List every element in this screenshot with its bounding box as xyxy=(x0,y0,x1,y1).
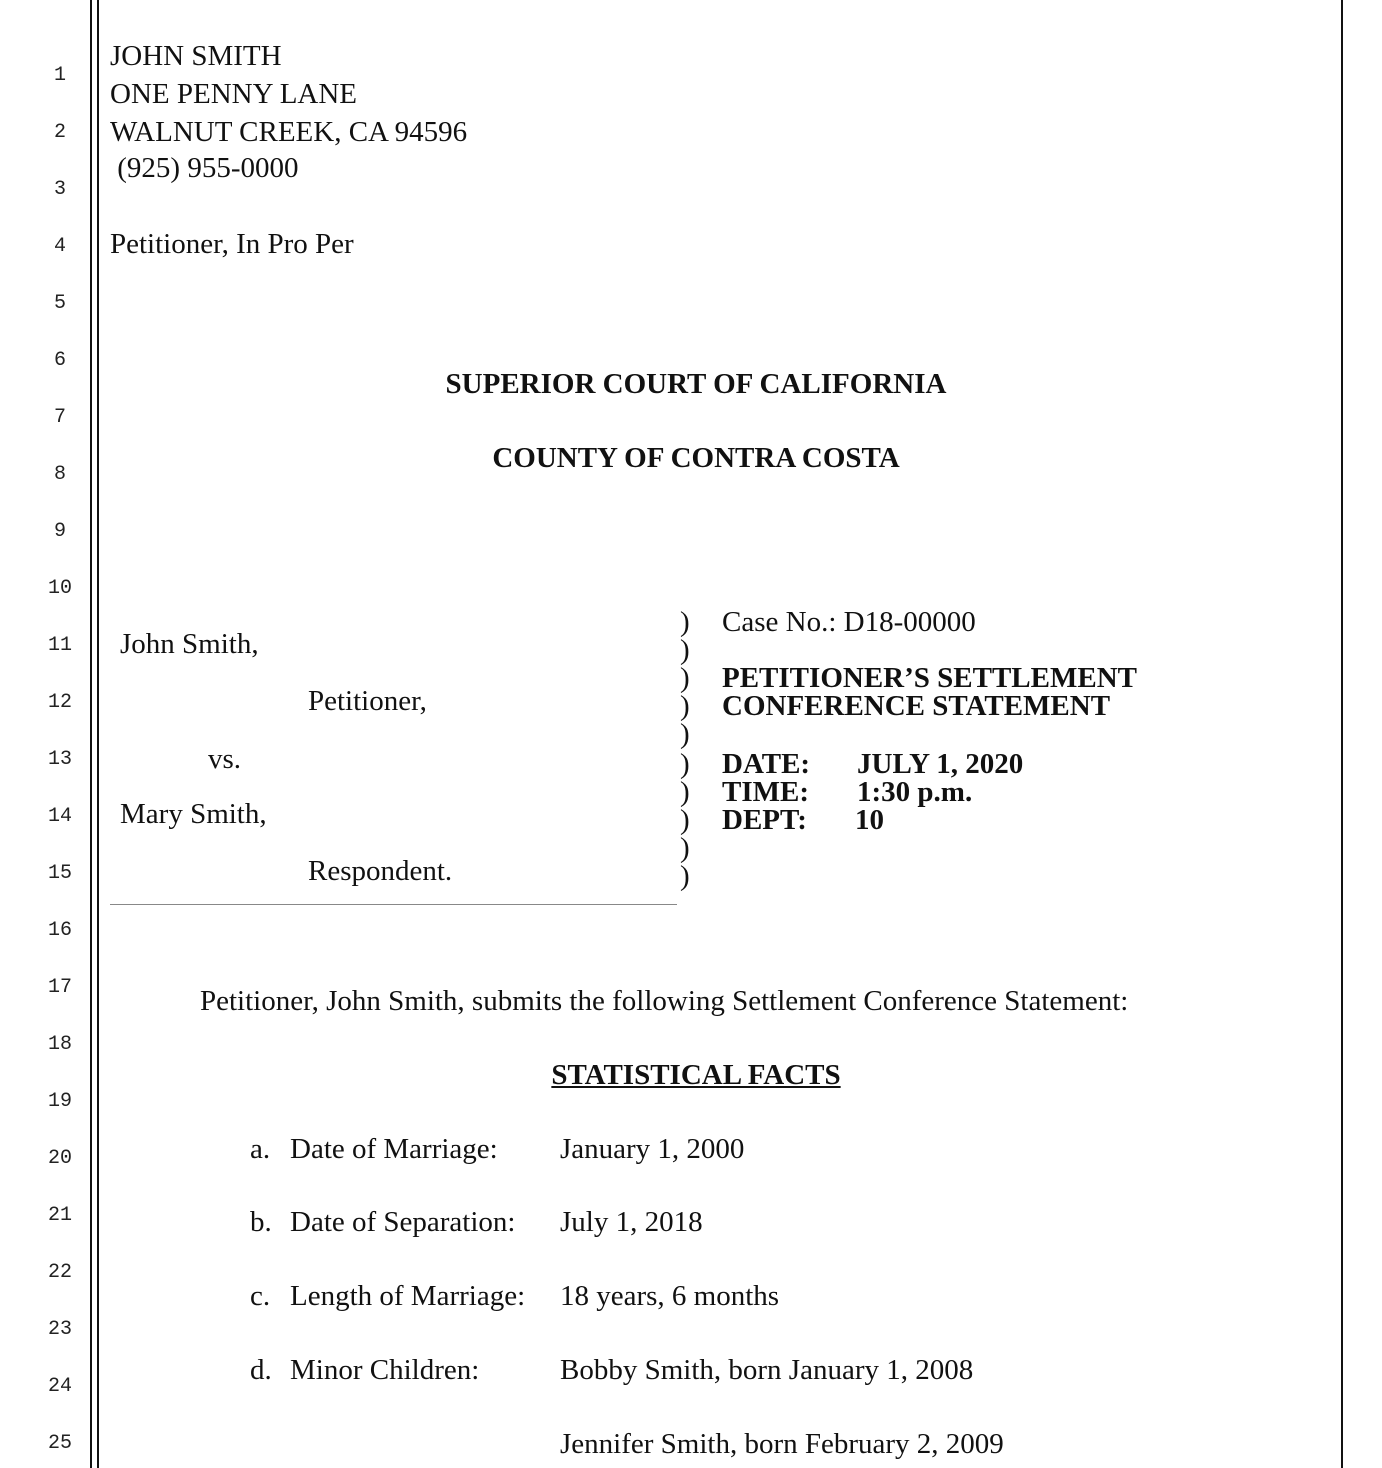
court-name: SUPERIOR COURT OF CALIFORNIA xyxy=(445,368,947,400)
fact-letter: d. xyxy=(250,1354,272,1386)
caption-petitioner-label: Petitioner, xyxy=(308,685,427,717)
attorney-city: WALNUT CREEK, CA 94596 xyxy=(110,116,468,148)
attorney-name: JOHN SMITH xyxy=(110,40,282,72)
fact-label: Minor Children: xyxy=(290,1354,480,1386)
line-number: 2 xyxy=(53,121,66,144)
caption-versus: vs. xyxy=(208,743,242,775)
caption-paren: ) xyxy=(680,776,690,808)
fact-value-continued: Jennifer Smith, born February 2, 2009 xyxy=(560,1428,1004,1460)
caption-paren: ) xyxy=(680,860,690,892)
fact-letter: c. xyxy=(250,1280,271,1312)
attorney-role: Petitioner, In Pro Per xyxy=(110,228,354,260)
line-number: 11 xyxy=(47,634,72,657)
hearing-time-label: TIME: xyxy=(722,776,809,808)
fact-value: January 1, 2000 xyxy=(560,1133,745,1165)
line-number: 9 xyxy=(53,520,66,543)
right-margin-rule xyxy=(1341,0,1343,1468)
line-number: 17 xyxy=(47,976,72,999)
hearing-date-value: JULY 1, 2020 xyxy=(857,748,1024,780)
fact-value: Bobby Smith, born January 1, 2008 xyxy=(560,1354,974,1386)
attorney-phone: (925) 955-0000 xyxy=(110,152,299,184)
fact-value: July 1, 2018 xyxy=(560,1206,703,1238)
fact-value: 18 years, 6 months xyxy=(560,1280,780,1312)
caption-paren: ) xyxy=(680,748,690,780)
line-number: 8 xyxy=(53,463,66,486)
left-margin-rule-outer xyxy=(90,0,92,1468)
line-number: 23 xyxy=(47,1318,72,1341)
caption-paren: ) xyxy=(680,634,690,666)
line-number: 3 xyxy=(53,178,66,201)
line-number: 14 xyxy=(47,805,72,828)
caption-paren: ) xyxy=(680,662,690,694)
hearing-dept-label: DEPT: xyxy=(722,804,807,836)
line-number: 25 xyxy=(47,1432,72,1455)
attorney-street: ONE PENNY LANE xyxy=(110,78,358,110)
line-number: 5 xyxy=(53,292,66,315)
line-number: 22 xyxy=(47,1261,72,1284)
caption-paren: ) xyxy=(680,690,690,722)
hearing-time-value: 1:30 p.m. xyxy=(857,776,973,808)
line-number: 6 xyxy=(53,349,66,372)
line-number: 13 xyxy=(47,748,72,771)
line-number: 19 xyxy=(47,1090,72,1113)
line-number: 16 xyxy=(47,919,72,942)
section-heading: STATISTICAL FACTS xyxy=(551,1059,841,1091)
line-number: 1 xyxy=(53,64,66,87)
case-number: Case No.: D18-00000 xyxy=(722,606,976,638)
line-number: 18 xyxy=(47,1033,72,1056)
line-number: 24 xyxy=(47,1375,72,1398)
caption-divider xyxy=(110,904,677,905)
fact-label: Length of Marriage: xyxy=(290,1280,526,1312)
left-margin-rule-inner xyxy=(97,0,99,1468)
fact-label: Date of Separation: xyxy=(290,1206,516,1238)
line-number: 21 xyxy=(47,1204,72,1227)
caption-paren: ) xyxy=(680,718,690,750)
line-number: 4 xyxy=(53,235,66,258)
caption-respondent-label: Respondent. xyxy=(308,855,453,887)
document-title-line2: CONFERENCE STATEMENT xyxy=(722,690,1111,722)
line-number: 15 xyxy=(47,862,72,885)
document-title-line1: PETITIONER’S SETTLEMENT xyxy=(722,662,1137,694)
caption-petitioner-name: John Smith, xyxy=(120,628,259,660)
fact-letter: b. xyxy=(250,1206,272,1238)
caption-paren: ) xyxy=(680,606,690,638)
fact-label: Date of Marriage: xyxy=(290,1133,498,1165)
line-number: 12 xyxy=(47,691,72,714)
line-number: 10 xyxy=(47,577,72,600)
line-number: 7 xyxy=(53,406,66,429)
caption-paren: ) xyxy=(680,804,690,836)
line-number: 20 xyxy=(47,1147,72,1170)
caption-paren: ) xyxy=(680,832,690,864)
intro-paragraph: Petitioner, John Smith, submits the following Settlement Conference Statement: xyxy=(200,985,1129,1017)
caption-respondent-name: Mary Smith, xyxy=(120,798,267,830)
fact-letter: a. xyxy=(250,1133,271,1165)
court-county: COUNTY OF CONTRA COSTA xyxy=(492,442,900,474)
hearing-date-label: DATE: xyxy=(722,748,811,780)
hearing-dept-value: 10 xyxy=(855,804,884,836)
